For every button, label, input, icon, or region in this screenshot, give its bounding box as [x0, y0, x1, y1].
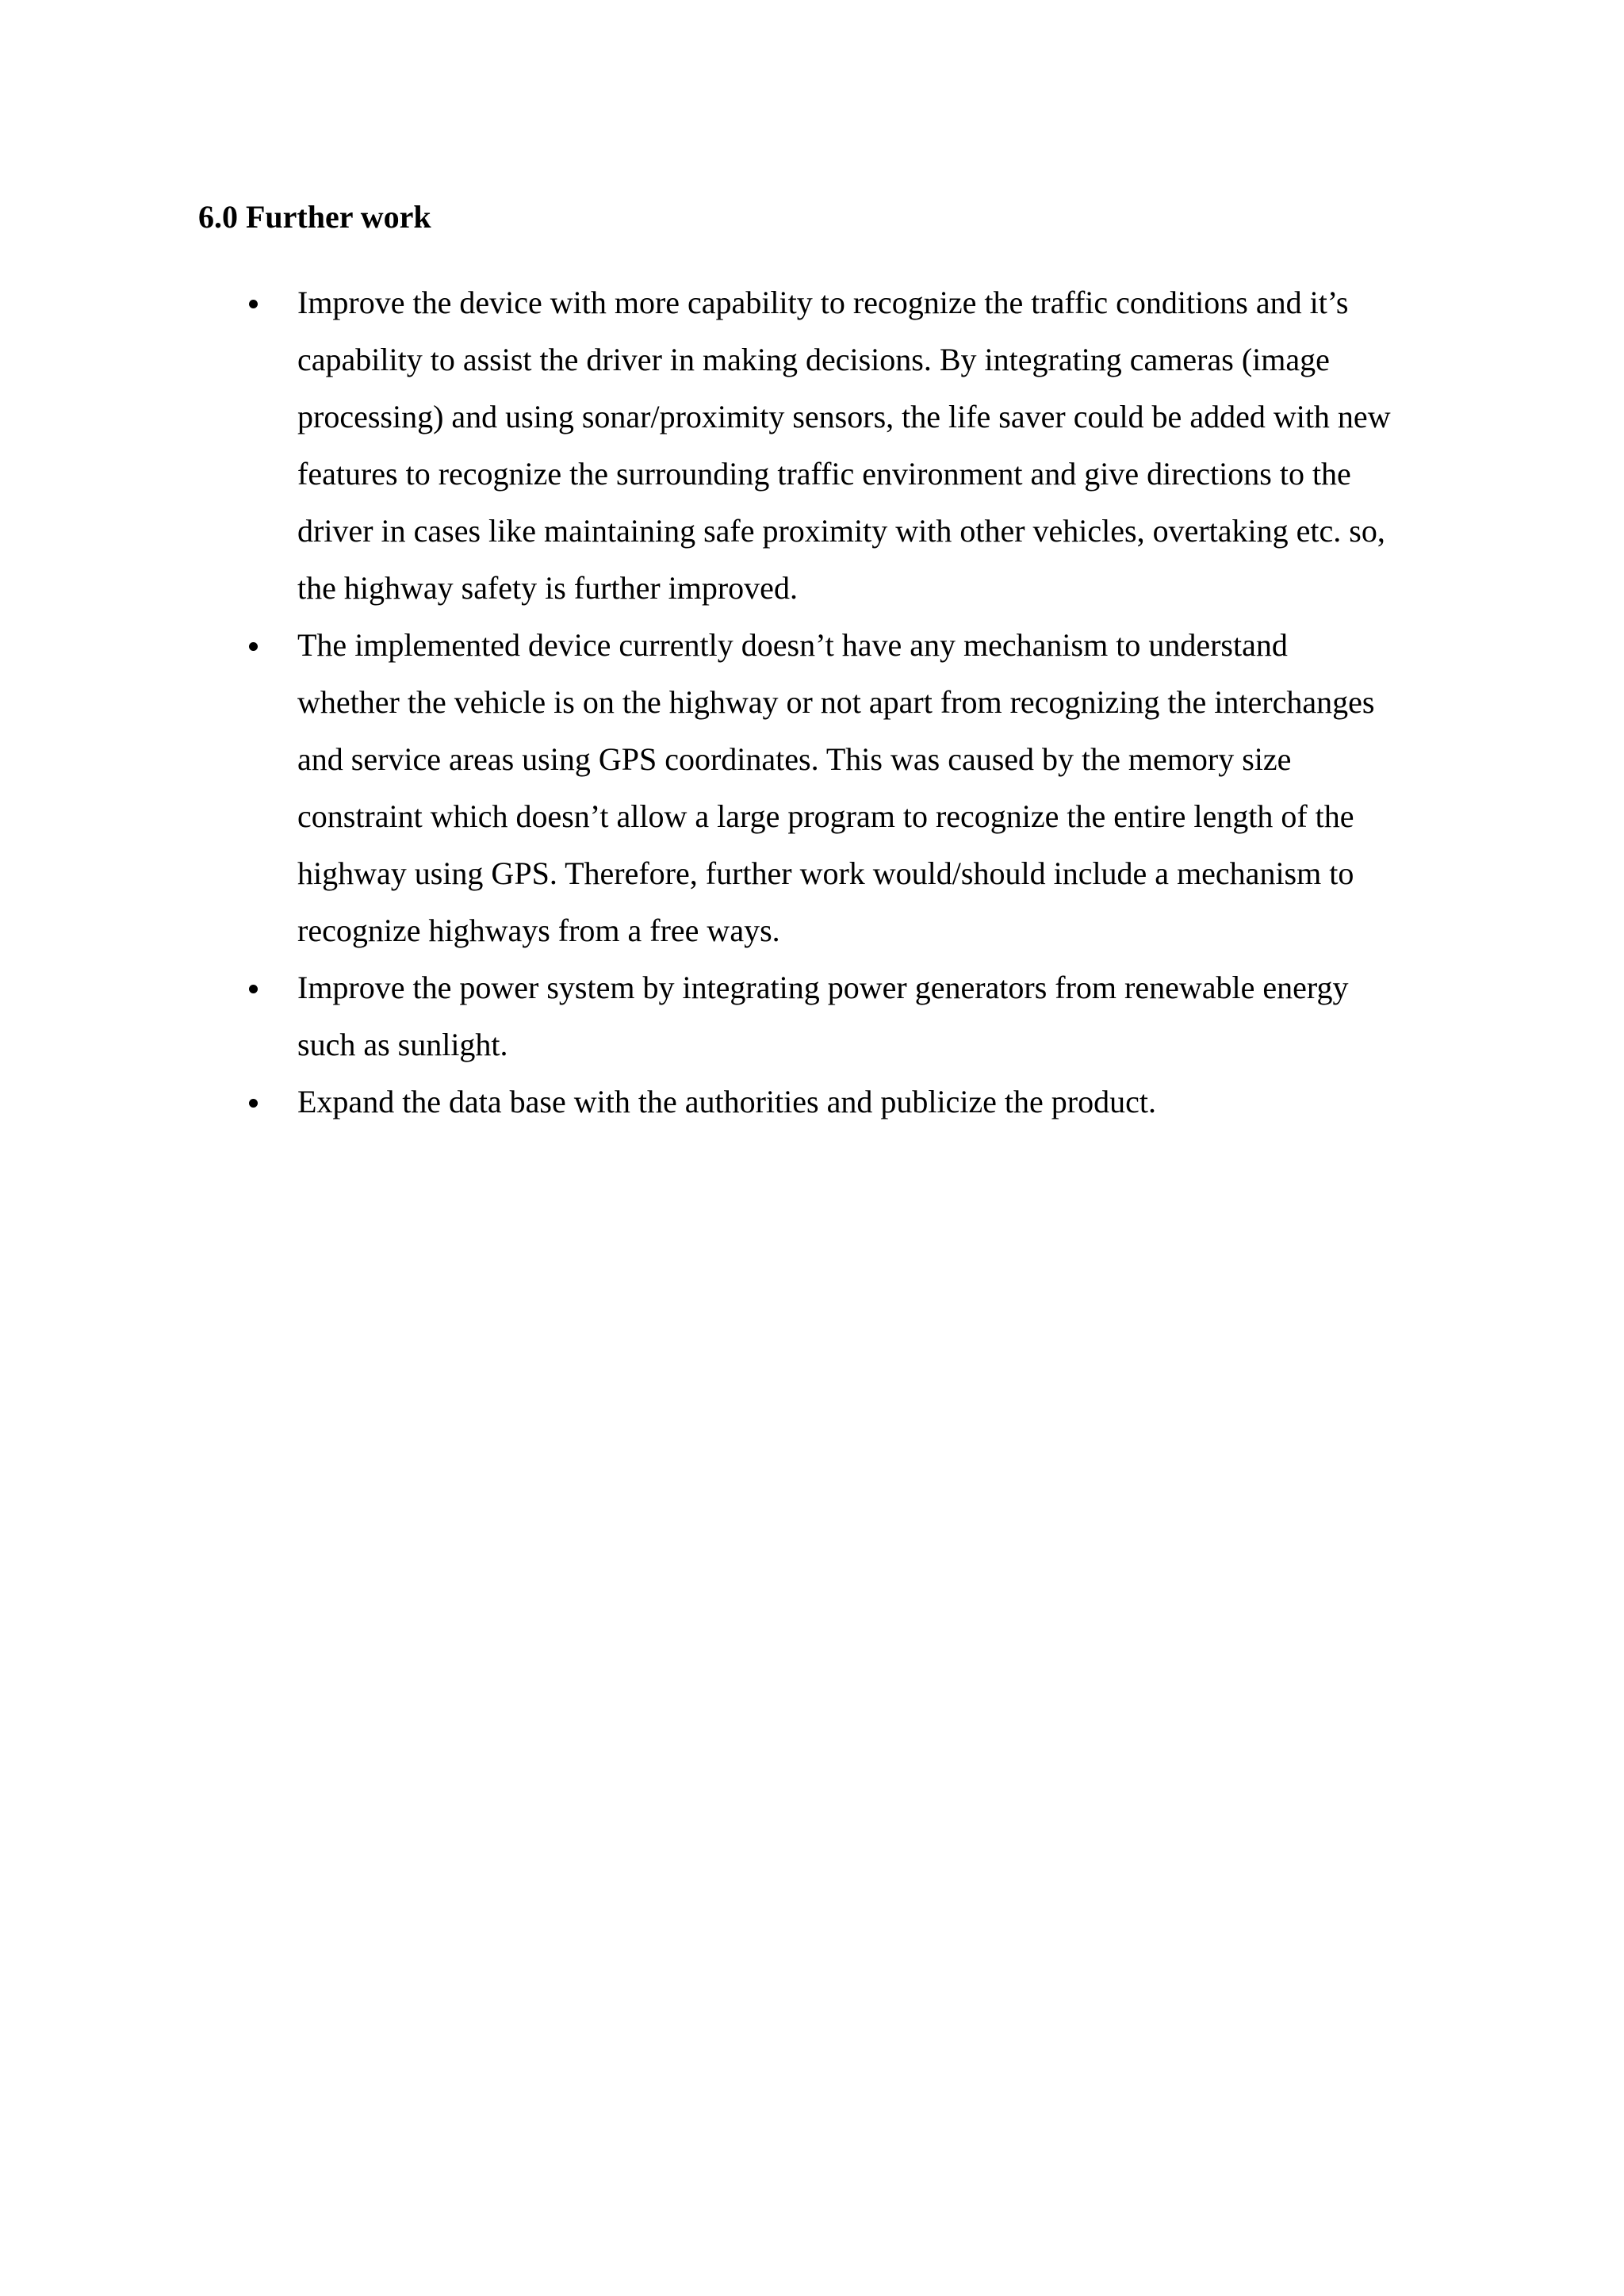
list-item	[198, 1073, 1451, 1131]
bullet-icon	[249, 642, 258, 651]
list-item	[198, 617, 1451, 959]
text-line: whether the vehicle is on the highway or not apart from recognizing the interchanges	[297, 684, 1375, 720]
list-item	[198, 274, 1451, 617]
section-heading: 6.0 Further work	[198, 199, 431, 235]
text-line: such as sunlight.	[297, 1027, 508, 1062]
text-line: The implemented device currently doesn’t have any mechanism to understand	[297, 627, 1288, 663]
bullet-icon	[249, 985, 258, 993]
text-line: capability to assist the driver in making decisions. By integrating cameras (image	[297, 342, 1330, 377]
bullet-icon	[249, 300, 258, 308]
text-line: features to recognize the surrounding traffic environment and give directions to the	[297, 456, 1351, 492]
text-line: highway using GPS. Therefore, further work would/should include a mechanism to	[297, 855, 1354, 891]
text-line: recognize highways from a free ways.	[297, 913, 780, 948]
text-line: driver in cases like maintaining safe proximity with other vehicles, overtaking etc. so,	[297, 513, 1385, 549]
text-line: Improve the device with more capability to recognize the traffic conditions and it’s	[297, 285, 1349, 320]
text-line: processing) and using sonar/proximity sensors, the life saver could be added with new	[297, 399, 1391, 434]
list-item	[198, 959, 1451, 1073]
text-line: Expand the data base with the authorities and publicize the product.	[297, 1084, 1156, 1119]
text-line: Improve the power system by integrating power generators from renewable energy	[297, 970, 1349, 1005]
text-line: constraint which doesn’t allow a large program to recognize the entire length of the	[297, 798, 1354, 834]
text-line: the highway safety is further improved.	[297, 570, 798, 606]
text-line: and service areas using GPS coordinates. This was caused by the memory size	[297, 741, 1292, 777]
bullet-icon	[249, 1099, 258, 1108]
further-work-list	[198, 274, 1451, 1131]
